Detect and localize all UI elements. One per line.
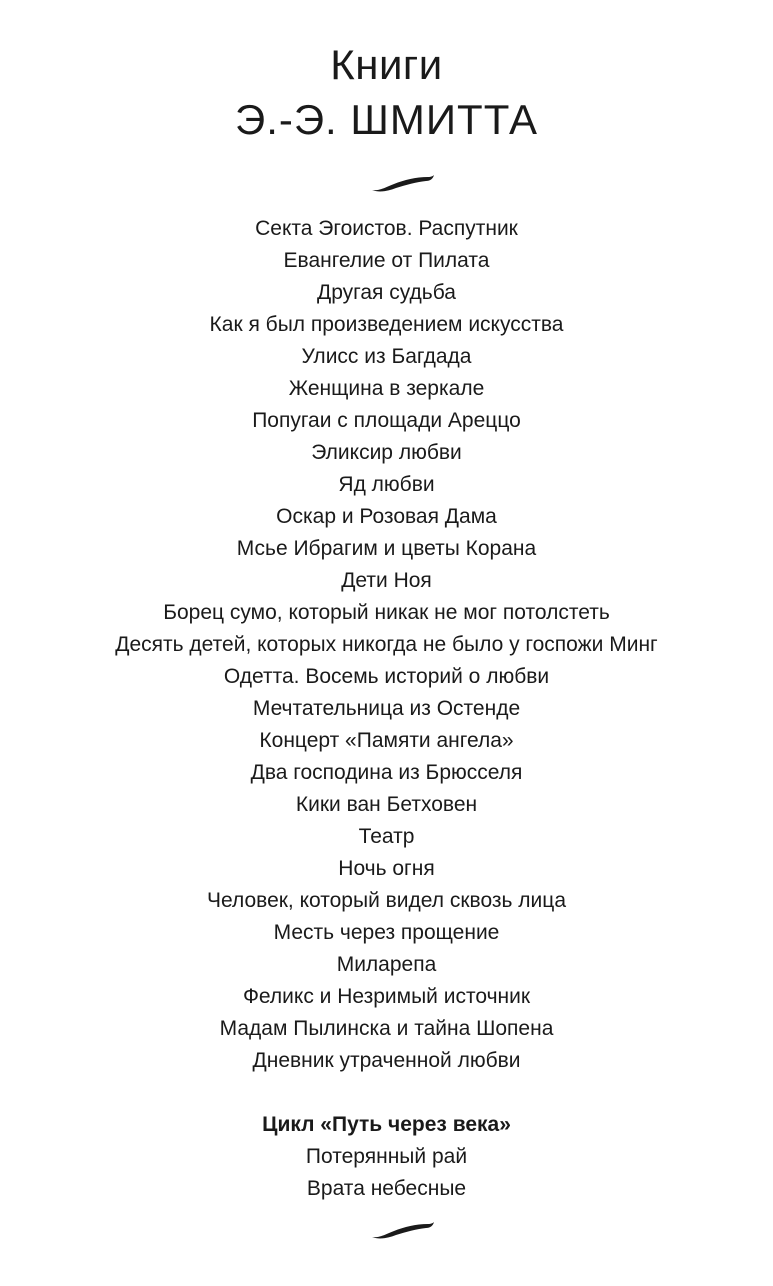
list-item: Одетта. Восемь историй о любви — [223, 665, 550, 688]
series-title: Цикл «Путь через века» — [262, 1113, 511, 1136]
list-item: Театр — [358, 825, 415, 848]
list-item: Евангелие от Пилата — [283, 249, 490, 272]
books-list — [0, 213, 773, 1077]
series-books-list — [0, 1141, 773, 1205]
list-item: Оскар и Розовая Дама — [276, 505, 497, 528]
list-item: Улисс из Багдада — [301, 345, 472, 368]
list-item: Мсье Ибрагим и цветы Корана — [236, 537, 537, 560]
list-item: Кики ван Бетховен — [295, 793, 478, 816]
ornament-swash-icon — [370, 1222, 436, 1240]
list-item: Десять детей, которых никогда не было у госпожи Минг — [115, 633, 658, 656]
list-item: Как я был произведением искусства — [209, 313, 564, 336]
list-item: Дети Ноя — [341, 569, 432, 592]
list-item: Попугаи с площади Ареццо — [252, 409, 521, 432]
list-item: Дневник утраченной любви — [252, 1049, 521, 1072]
list-item: Борец сумо, который никак не мог потолстеть — [163, 601, 610, 624]
list-item: Потерянный рай — [305, 1145, 468, 1168]
list-item: Мадам Пылинска и тайна Шопена — [219, 1017, 554, 1040]
list-item: Миларепа — [336, 953, 437, 976]
page-title: Книги — [330, 41, 443, 88]
list-item: Концерт «Памяти ангела» — [259, 729, 514, 752]
list-item: Женщина в зеркале — [288, 377, 485, 400]
list-item: Месть через прощение — [273, 921, 500, 944]
author-name: Э.-Э. ШМИТТА — [235, 96, 538, 143]
list-item: Человек, который видел сквозь лица — [207, 889, 566, 912]
list-item: Врата небесные — [306, 1177, 467, 1200]
series-section — [0, 1109, 773, 1205]
list-item: Эликсир любви — [311, 441, 462, 464]
list-item: Другая судьба — [317, 281, 456, 304]
list-item: Ночь огня — [338, 857, 435, 880]
list-item: Мечтательница из Остенде — [252, 697, 521, 720]
list-item: Два господина из Брюсселя — [250, 761, 523, 784]
list-item: Секта Эгоистов. Распутник — [255, 217, 518, 240]
list-item: Феликс и Незримый источник — [242, 985, 531, 1008]
list-item: Яд любви — [338, 473, 435, 496]
ornament-swash-icon — [370, 175, 436, 193]
